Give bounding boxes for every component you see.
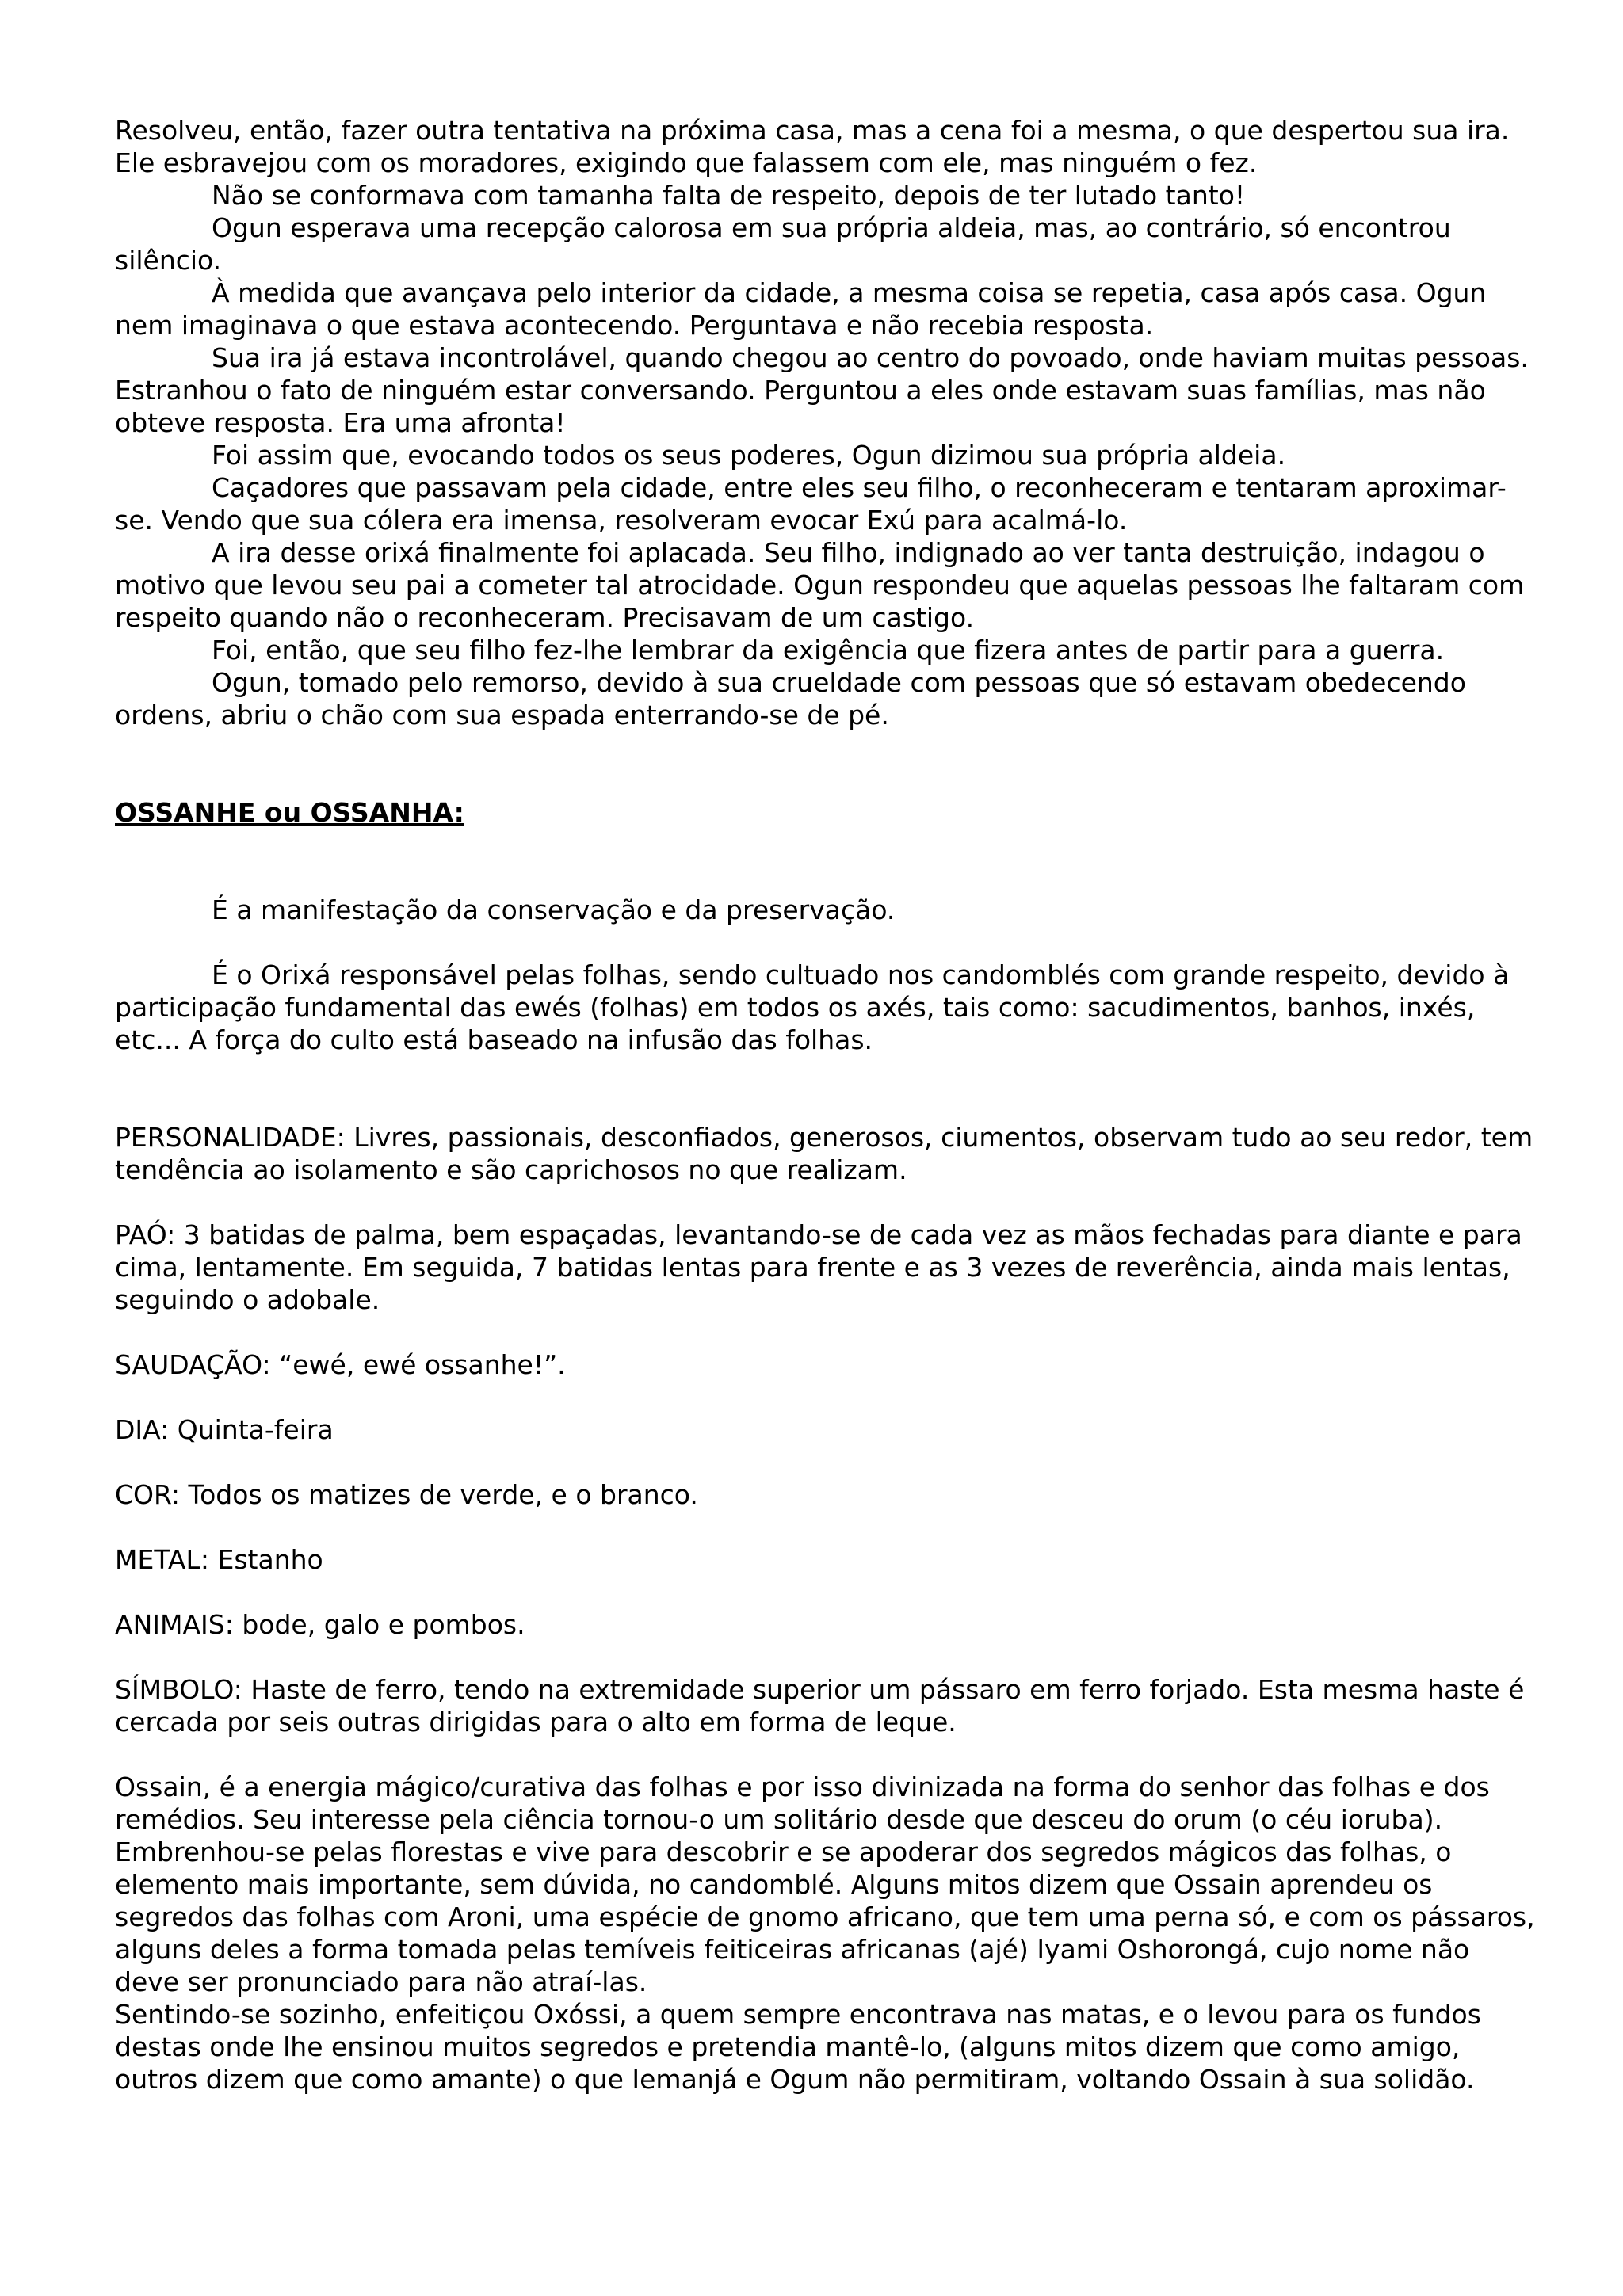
attribute-saudacao: SAUDAÇÃO: “ewé, ewé ossanhe!”. <box>115 1349 566 1380</box>
story-paragraph: Resolveu, então, fazer outra tentativa na próxima casa, mas a cena foi a mesma, o que despertou sua ira. Ele esbravejou com os moradores, exigindo que falassem com ele, mas ninguém o fez. <box>115 115 1510 178</box>
story-paragraph: À medida que avançava pelo interior da cidade, a mesma coisa se repetia, casa após casa. Ogun nem imaginava o que estava acontecendo. Perguntava e não recebia resposta. <box>115 277 1487 341</box>
attribute-simbolo: SÍMBOLO: Haste de ferro, tendo na extremidade superior um pássaro em ferro forjado. Esta mesma haste é cercada por seis outras dirigidas para o alto em forma de leque. <box>115 1674 1525 1737</box>
attribute-cor: COR: Todos os matizes de verde, e o branco. <box>115 1479 698 1510</box>
closing-paragraph: Sentindo-se sozinho, enfeitiçou Oxóssi, a quem sempre encontrava nas matas, e o levou para os fundos destas onde lhe ensinou muitos segredos e pretendia mantê-lo, (alguns mitos dizem que como amigo, outros dizem que como amante) o que Iemanjá e Ogum não permitiram, voltando Ossain à sua solidão. <box>115 1999 1481 2095</box>
attribute-personalidade: PERSONALIDADE: Livres, passionais, desconfiados, generosos, ciumentos, observam tudo ao seu redor, tem tendência ao isolamento e são caprichosos no que realizam. <box>115 1122 1533 1185</box>
attribute-dia: DIA: Quinta-feira <box>115 1414 334 1445</box>
spacer <box>115 731 1541 796</box>
story-paragraph: Foi, então, que seu filho fez-lhe lembrar da exigência que fizera antes de partir para a guerra. <box>212 635 1445 666</box>
closing-paragraph: Ossain, é a energia mágico/curativa das folhas e por isso divinizada na forma do senhor das folhas e dos remédios. Seu interesse pela ciência tornou-o um solitário desde que desceu do orum (o céu ioruba). Embrenhou-se pelas florestas e vive para descobrir e se apoderar dos segredos mágicos das folhas, o elemento mais importante, sem dúvida, no candomblé. Alguns mitos dizem que Ossain aprendeu os segredos das folhas com Aroni, uma espécie de gnomo africano, que tem uma perna só, e com os pássaros, alguns deles a forma tomada pelas temíveis feiticeiras africanas (ajé) Iyami Oshorongá, cujo nome não deve ser pronunciado para não atraí-las. <box>115 1772 1535 1997</box>
story-paragraph: Caçadores que passavam pela cidade, entre eles seu filho, o reconheceram e tentaram aproximar-se. Vendo que sua cólera era imensa, resolveram evocar Exú para acalmá-lo. <box>115 472 1507 536</box>
spacer <box>115 829 1541 894</box>
story-paragraph: Não se conformava com tamanha falta de respeito, depois de ter lutado tanto! <box>212 180 1246 211</box>
story-paragraph: Ogun esperava uma recepção calorosa em sua própria aldeia, mas, ao contrário, só encontrou silêncio. <box>115 212 1451 276</box>
section-heading: OSSANHE ou OSSANHA: <box>115 797 464 828</box>
document-body <box>115 114 1541 2096</box>
story-paragraph: Foi assim que, evocando todos os seus poderes, Ogun dizimou sua própria aldeia. <box>212 440 1286 471</box>
story-paragraph: A ira desse orixá finalmente foi aplacada. Seu filho, indignado ao ver tanta destruição, indagou o motivo que levou seu pai a cometer tal atrocidade. Ogun respondeu que aquelas pessoas lhe faltaram com respeito quando não o reconheceram. Precisavam de um castigo. <box>115 537 1525 633</box>
spacer <box>115 1056 1541 1121</box>
attribute-metal: METAL: Estanho <box>115 1544 323 1575</box>
attribute-animais: ANIMAIS: bode, galo e pombos. <box>115 1609 525 1640</box>
story-paragraph: Sua ira já estava incontrolável, quando chegou ao centro do povoado, onde haviam muitas pessoas. Estranhou o fato de ninguém estar conversando. Perguntou a eles onde estavam suas famílias, mas não obteve resposta. Era uma afronta! <box>115 342 1529 438</box>
attribute-pao: PAÓ: 3 batidas de palma, bem espaçadas, levantando-se de cada vez as mãos fechadas para diante e para cima, lentamente. Em seguida, 7 batidas lentas para frente e as 3 vezes de reverência, ainda mais lentas, seguindo o adobale. <box>115 1219 1522 1315</box>
story-paragraph: Ogun, tomado pelo remorso, devido à sua crueldade com pessoas que só estavam obedecendo ordens, abriu o chão com sua espada enterrando-se de pé. <box>115 667 1466 730</box>
intro-paragraph: É o Orixá responsável pelas folhas, sendo cultuado nos candomblés com grande respeito, devido à participação fundamental das ewés (folhas) em todos os axés, tais como: sacudimentos, banhos, inxés, etc... A força do culto está baseado na infusão das folhas. <box>115 959 1510 1055</box>
intro-paragraph: É a manifestação da conservação e da preservação. <box>212 894 896 925</box>
